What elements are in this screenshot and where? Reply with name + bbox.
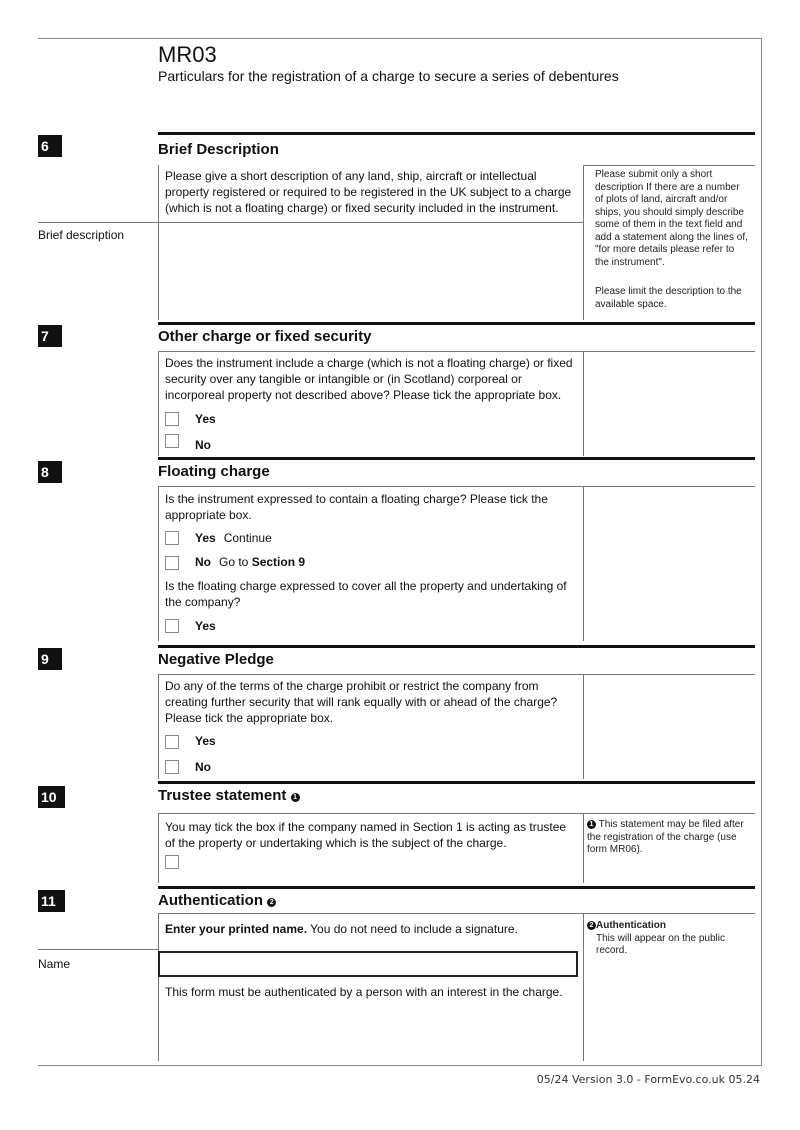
section-7-title: Other charge or fixed security [158, 328, 372, 345]
section-10-left-border [158, 813, 159, 883]
section-9-side-border [583, 674, 584, 779]
section-9-title: Negative Pledge [158, 651, 274, 668]
section-9-left-border [158, 674, 159, 779]
section-8-yes2-checkbox[interactable] [165, 619, 179, 633]
name-label: Name [38, 957, 71, 971]
section-10-title [158, 787, 300, 804]
section-8-yes-label [195, 531, 272, 545]
section-8-rule [158, 457, 755, 460]
section-6-side-note-limit: Please limit the description to the available space. [595, 286, 742, 310]
section-11-side-note-text: This will appear on the public record. [596, 932, 725, 956]
section-9-yes-label: Yes [195, 734, 216, 748]
section-7-question: Does the instrument include a charge (which is not a floating charge) or fixed security over any tangible or intangible or (in Scotland) corporeal or incorporeal property not described above? Please tick the appropriate box. [165, 356, 573, 402]
section-11-instruction-rest: You do not need to include a signature. [307, 922, 518, 936]
section-6-side-note: Please submit only a short description If there are a number of plots of land, aircraft and/or ships, you should simply describe some of them in the text field and add a statement along the lines of, "for more details please refer to the instrument". [595, 169, 748, 268]
version-footer: 05/24 Version 3.0 - FormEvo.co.uk 05.24 [536, 1073, 760, 1086]
section-9-yes-checkbox[interactable] [165, 735, 179, 749]
section-10-top-rule [158, 813, 755, 814]
section-7-no-checkbox[interactable] [165, 434, 179, 448]
top-rule [38, 38, 762, 39]
section-7-rule [158, 322, 755, 325]
section-11-left-border [158, 913, 159, 1061]
section-8-title: Floating charge [158, 463, 270, 480]
right-rule [761, 38, 762, 1065]
section-8-go-to: Go to [219, 555, 249, 569]
section-8-yes2-label: Yes [195, 619, 216, 633]
section-6-side-border [583, 165, 584, 320]
section-6-instruction: Please give a short description of any land, ship, aircraft or intellectual property registered or required to be registered in the UK subject to a charge (which is not a floating charge) or fixed security included in the instrument. [165, 169, 572, 215]
brief-description-label: Brief description [38, 228, 125, 242]
section-11-rule [158, 886, 755, 889]
section-8-yes-text: Yes [195, 531, 216, 545]
section-7-number: 7 [38, 325, 62, 347]
section-10-side-note-text: This statement may be filed after the registration of the charge (use form MR06). [587, 819, 744, 855]
section-8-side-border [583, 486, 584, 641]
note-2-side-marker-icon: 2 [587, 921, 596, 930]
section-9-number: 9 [38, 648, 62, 670]
section-10-title-text: Trustee statement [158, 787, 287, 804]
section-8-no-checkbox[interactable] [165, 556, 179, 570]
section-11-side-border [583, 913, 584, 1061]
section-10-rule [158, 781, 755, 784]
note-1-marker-icon: 1 [291, 793, 300, 802]
section-10-side-border [583, 813, 584, 883]
section-11-top-rule [158, 913, 755, 914]
note-2-marker-icon: 2 [267, 898, 276, 907]
section-6-title: Brief Description [158, 141, 279, 158]
section-9-top-rule [158, 674, 755, 675]
section-8-number: 8 [38, 461, 62, 483]
section-11-side-heading [587, 920, 752, 933]
section-7-yes-label: Yes [195, 412, 216, 426]
name-input[interactable] [158, 951, 578, 977]
section-7-side-border [583, 351, 584, 456]
section-8-question-2: Is the floating charge expressed to cover all the property and undertaking of the company? [165, 579, 567, 609]
section-8-left-border [158, 486, 159, 641]
section-11-side-title: Authentication [596, 920, 666, 931]
section-8-top-rule [158, 486, 755, 487]
section-10-statement: You may tick the box if the company named in Section 1 is acting as trustee of the property or undertaking which is the subject of the charge. [165, 820, 567, 850]
name-field-rule [38, 949, 158, 950]
section-6-rule [158, 132, 755, 135]
section-7-top-rule [158, 351, 755, 352]
section-11-title-text: Authentication [158, 892, 263, 909]
section-11-side-note [587, 920, 752, 958]
section-8-no-text: No [195, 555, 211, 569]
section-11-number: 11 [38, 890, 65, 912]
section-10-number: 10 [38, 786, 65, 808]
section-10-trustee-checkbox[interactable] [165, 855, 179, 869]
bottom-rule [38, 1065, 762, 1066]
section-11-instruction-bold: Enter your printed name. [165, 922, 308, 936]
section-7-yes-checkbox[interactable] [165, 412, 179, 426]
brief-description-field[interactable] [159, 223, 582, 319]
section-8-go-to-section: Section 9 [251, 555, 306, 569]
note-1-side-marker-icon: 1 [587, 820, 596, 829]
section-9-rule [158, 645, 755, 648]
section-7-no-label: No [195, 438, 211, 452]
section-9-question: Do any of the terms of the charge prohibit or restrict the company from creating further security that will rank equally with or ahead of the charge? Please tick the appropriate box. [165, 679, 558, 725]
section-10-side-note [587, 819, 752, 857]
section-9-no-label: No [195, 760, 211, 774]
section-11-title [158, 892, 276, 909]
section-8-yes-continue: Continue [223, 531, 272, 545]
section-11-instruction [165, 921, 577, 937]
section-8-question-1: Is the instrument expressed to contain a floating charge? Please tick the appropriate box. [165, 492, 548, 522]
form-subtitle: Particulars for the registration of a charge to secure a series of debentures [158, 68, 619, 84]
section-6-side-top [583, 165, 755, 166]
section-6-number: 6 [38, 135, 62, 157]
section-7-left-border [158, 351, 159, 456]
form-code: MR03 [158, 42, 217, 67]
section-9-no-checkbox[interactable] [165, 760, 179, 774]
section-8-no-label [195, 555, 305, 569]
section-8-yes-checkbox[interactable] [165, 531, 179, 545]
section-11-footer-note: This form must be authenticated by a person with an interest in the charge. [165, 985, 563, 999]
